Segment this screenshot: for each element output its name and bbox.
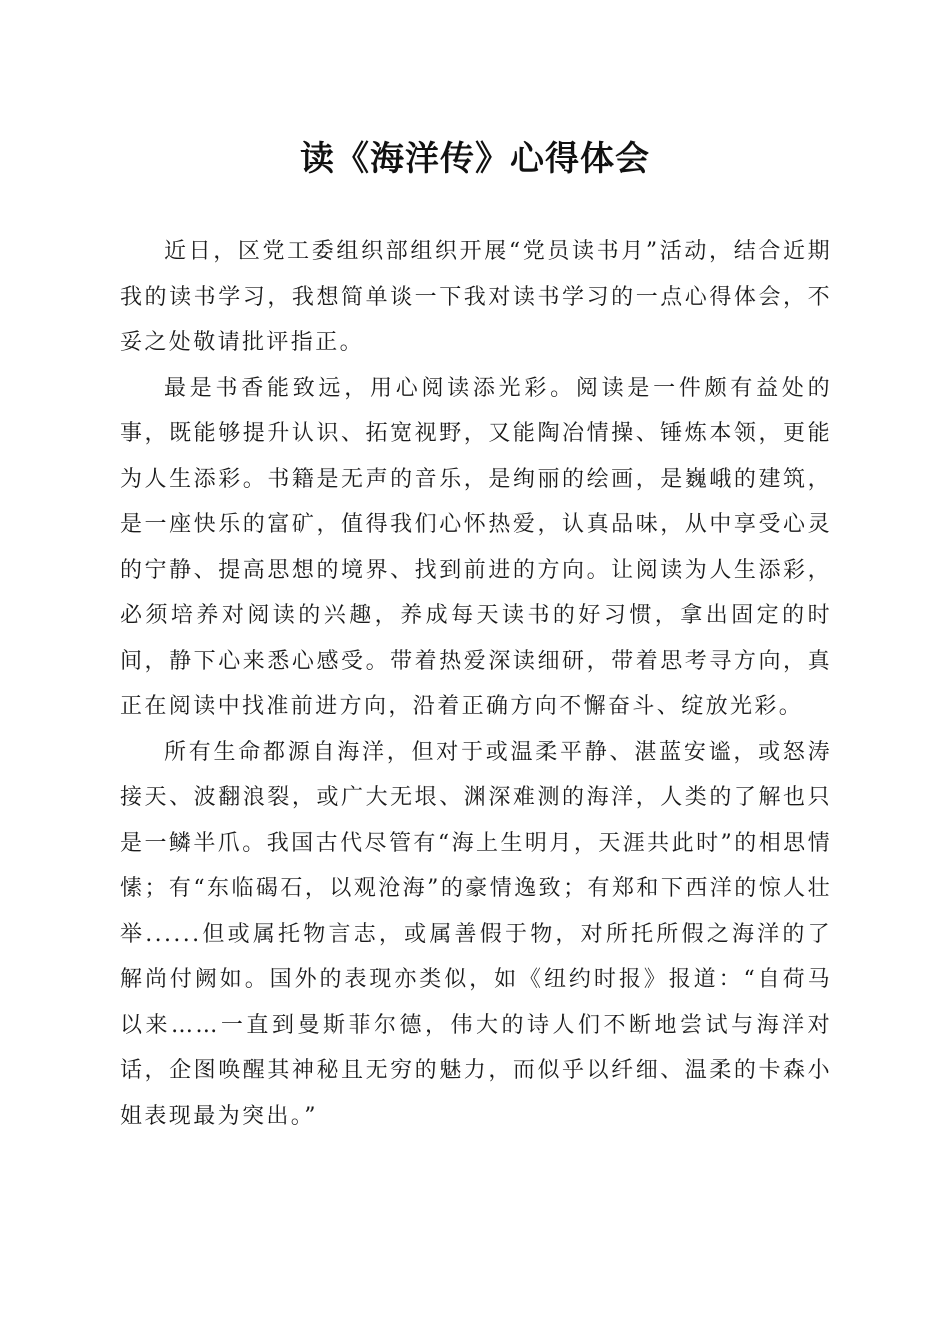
paragraph-reading: 最是书香能致远，用心阅读添光彩。阅读是一件颇有益处的事，既能够提升认识、拓宽视野，又能陶冶情操、锤炼本领，更能为人生添彩。书籍是无声的音乐，是绚丽的绘画，是巍峨的建筑，是一座快乐的富矿，值得我们心怀热爱，认真品味，从中享受心灵的宁静、提高思想的境界、找到前进的方向。让阅读为人生添彩，必须培养对阅读的兴趣，养成每天读书的好习惯，拿出固定的时间，静下心来悉心感受。带着热爱深读细研，带着思考寻方向，真正在阅读中找准前进方向，沿着正确方向不懈奋斗、绽放光彩。 — [120, 375, 832, 719]
document-title: 读《海洋传》心得体会 — [300, 139, 650, 179]
paragraph-ocean: 所有生命都源自海洋，但对于或温柔平静、湛蓝安谧，或怒涛接天、波翻浪裂，或广大无垠、渊深难测的海洋，人类的了解也只是一鳞半爪。我国古代尽管有“海上生明月，天涯共此时”的相思情愫；有“东临碣石，以观沧海”的豪情逸致；有郑和下西洋的惊人壮举......但或属托物言志，或属善假于物，对所托所假之海洋的了解尚付阙如。国外的表现亦类似，如《纽约时报》报道：“自荷马以来……一直到曼斯菲尔德，伟大的诗人们不断地尝试与海洋对话，企图唤醒其神秘且无穷的魅力，而似乎以纤细、温柔的卡森小姐表现最为突出。” — [120, 739, 832, 1129]
document-body — [120, 229, 832, 1139]
paragraph-intro: 近日，区党工委组织部组织开展“党员读书月”活动，结合近期我的读书学习，我想简单谈一下我对读书学习的一点心得体会，不妥之处敬请批评指正。 — [120, 239, 832, 355]
